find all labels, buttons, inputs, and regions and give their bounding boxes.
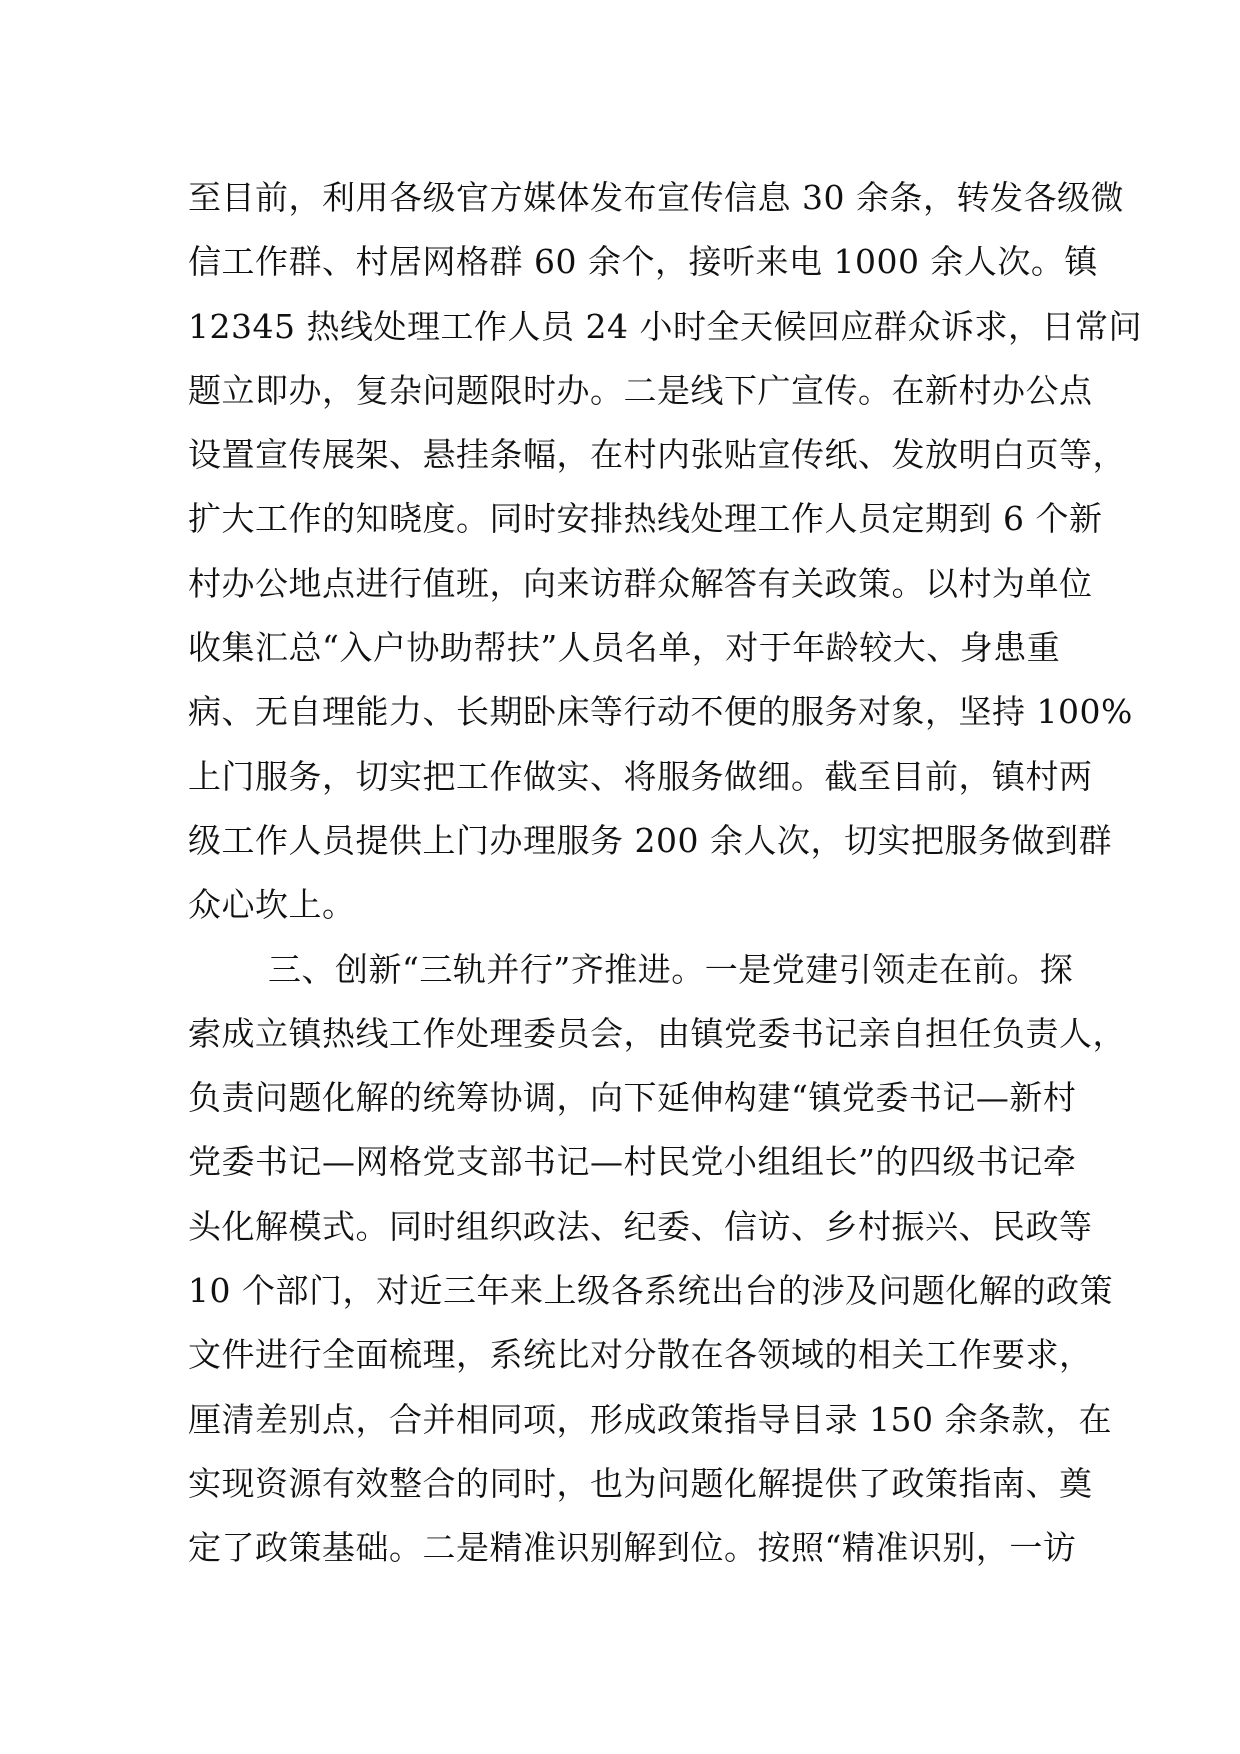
body-line-6: 扩大工作的知晓度。同时安排热线处理工作人员定期到 6 个新 [188, 499, 1103, 539]
body-line-19: 文件进行全面梳理，系统比对分散在各领域的相关工作要求， [188, 1335, 1093, 1375]
document-body [188, 166, 1142, 1581]
body-line-12: 众心坎上。 [188, 885, 356, 925]
body-line-22: 定了政策基础。二是精准识别解到位。按照“精准识别，一访 [188, 1528, 1077, 1568]
body-line-17: 头化解模式。同时组织政法、纪委、信访、乡村振兴、民政等 [188, 1206, 1093, 1246]
body-line-10: 上门服务，切实把工作做实、将服务做细。截至目前，镇村两 [188, 756, 1093, 796]
body-line-8: 收集汇总“入户协助帮扶”人员名单，对于年龄较大、身患重 [188, 628, 1061, 668]
body-line-15: 负责问题化解的统筹协调，向下延伸构建“镇党委书记—新村 [188, 1078, 1077, 1118]
body-line-3: 12345 热线处理工作人员 24 小时全天候回应群众诉求，日常问 [188, 306, 1142, 346]
body-line-2: 信工作群、村居网格群 60 余个，接听来电 1000 余人次。镇 [188, 242, 1098, 282]
body-line-11: 级工作人员提供上门办理服务 200 余人次，切实把服务做到群 [188, 820, 1112, 860]
body-line-4: 题立即办，复杂问题限时办。二是线下广宣传。在新村办公点 [188, 370, 1093, 410]
body-line-1: 至目前，利用各级官方媒体发布宣传信息 30 余条，转发各级微 [188, 178, 1124, 217]
body-line-21: 实现资源有效整合的同时，也为问题化解提供了政策指南、奠 [188, 1463, 1093, 1503]
body-line-7: 村办公地点进行值班，向来访群众解答有关政策。以村为单位 [188, 563, 1093, 603]
body-line-9: 病、无自理能力、长期卧床等行动不便的服务对象，坚持 100% [188, 692, 1133, 732]
section-heading-line: 三、创新“三轨并行”齐推进。一是党建引领走在前。探 [268, 949, 1074, 989]
body-line-16: 党委书记—网格党支部书记—村民党小组组长”的四级书记牵 [188, 1142, 1077, 1182]
body-line-14: 索成立镇热线工作处理委员会，由镇党委书记亲自担任负责人， [188, 1013, 1126, 1053]
body-line-20: 厘清差别点，合并相同项，形成政策指导目录 150 余条款，在 [188, 1399, 1112, 1439]
body-line-18: 10 个部门，对近三年来上级各系统出台的涉及问题化解的政策 [188, 1271, 1113, 1311]
body-line-5: 设置宣传展架、悬挂条幅，在村内张贴宣传纸、发放明白页等， [188, 435, 1126, 475]
